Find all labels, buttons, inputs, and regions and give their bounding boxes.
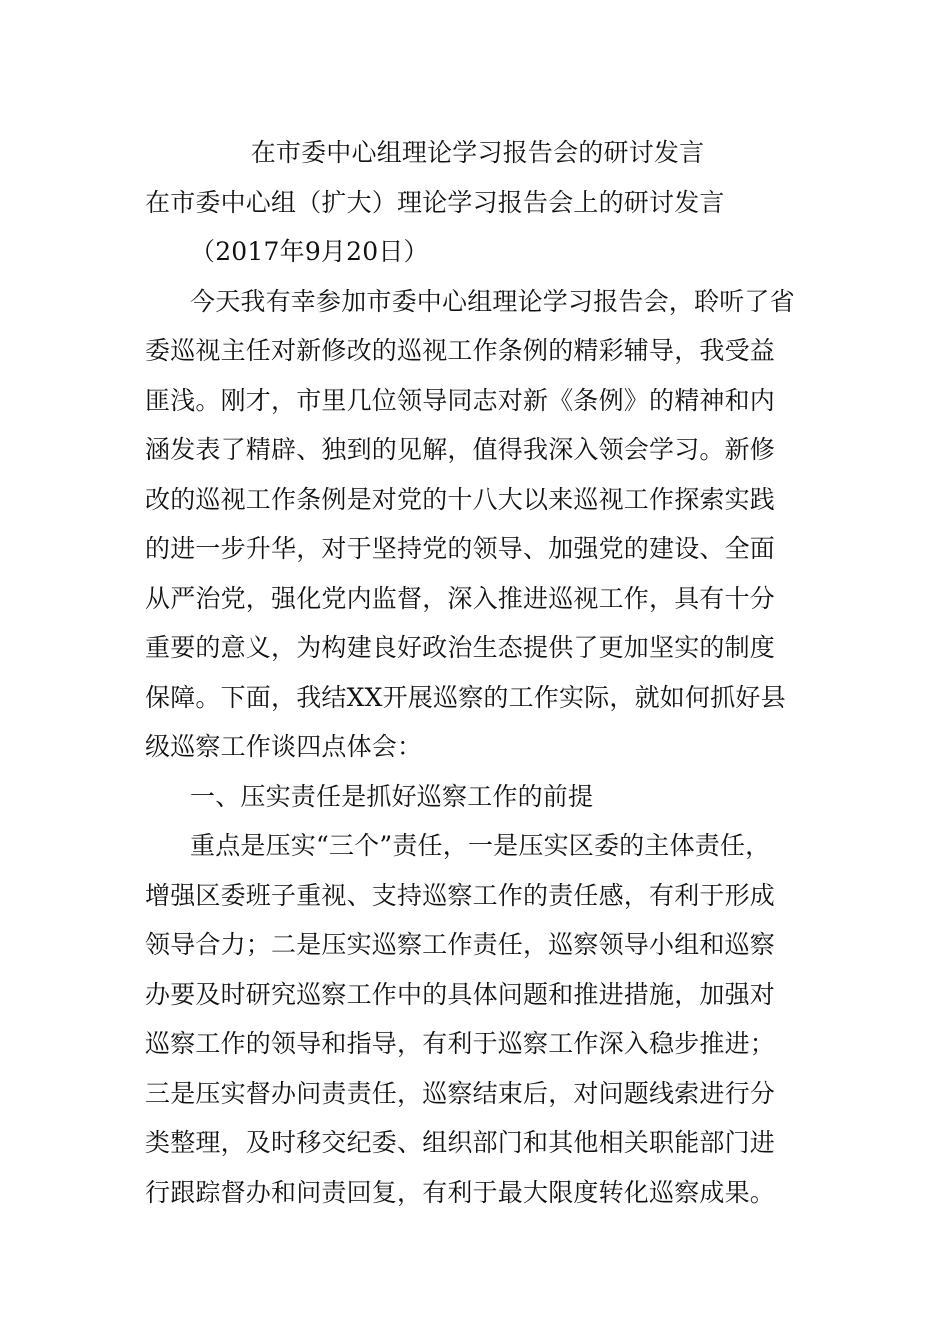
section-heading-1: 一、压实责任是抓好巡察工作的前提 (190, 781, 594, 811)
paragraph-line: 办要及时研究巡察工作中的具体问题和推进措施，加强对 (145, 979, 776, 1009)
paragraph-line: 行跟踪督办和问责回复，有利于最大限度转化巡察成果。 (145, 1177, 776, 1207)
paragraph-line: 改的巡视工作条例是对党的十八大以来巡视工作探索实践 (145, 484, 776, 514)
paragraph-line: 今天我有幸参加市委中心组理论学习报告会，聆听了省 (190, 286, 795, 316)
document-body (145, 128, 810, 1217)
paragraph-line: 巡察工作的领导和指导，有利于巡察工作深入稳步推进； (145, 1029, 776, 1058)
paragraph-line: 增强区委班子重视、支持巡察工作的责任感，有利于形成 (145, 880, 776, 910)
paragraph-line: 重要的意义，为构建良好政治生态提供了更加坚实的制度 (145, 633, 776, 662)
paragraph-line: 级巡察工作谈四点体会： (145, 732, 423, 761)
paragraph-line: 匪浅。刚才，市里几位领导同志对新《条例》的精神和内 (145, 385, 776, 415)
paragraph-section-1 (145, 821, 810, 1217)
paragraph-line: 重点是压实“三个”责任，一是压实区委的主体责任， (190, 831, 771, 860)
paragraph-line: 的进一步升华，对于坚持党的领导、加强党的建设、全面 (145, 534, 776, 563)
paragraph-line: 保障。下面，我结XX开展巡察的工作实际，就如何抓好县 (145, 682, 786, 712)
paragraph-line: 委巡视主任对新修改的巡视工作条例的精彩辅导，我受益 (145, 336, 776, 365)
paragraph-line: 三是压实督办问责责任，巡察结束后，对问题线索进行分 (145, 1078, 776, 1108)
paragraph-line: 类整理，及时移交纪委、组织部门和其他相关职能部门进 (145, 1128, 776, 1157)
document-title: 在市委中心组理论学习报告会的研讨发言 (250, 138, 705, 167)
document-date: （2017年9月20日） (190, 237, 429, 266)
paragraph-line: 领导合力；二是压实巡察工作责任，巡察领导小组和巡察 (145, 930, 776, 959)
paragraph-intro (145, 277, 810, 772)
paragraph-line: 从严治党，强化党内监督，深入推进巡视工作，具有十分 (145, 583, 776, 613)
document-subtitle: 在市委中心组（扩大）理论学习报告会上的研讨发言 (145, 187, 725, 217)
paragraph-line: 涵发表了精辟、独到的见解，值得我深入领会学习。新修 (145, 435, 776, 464)
